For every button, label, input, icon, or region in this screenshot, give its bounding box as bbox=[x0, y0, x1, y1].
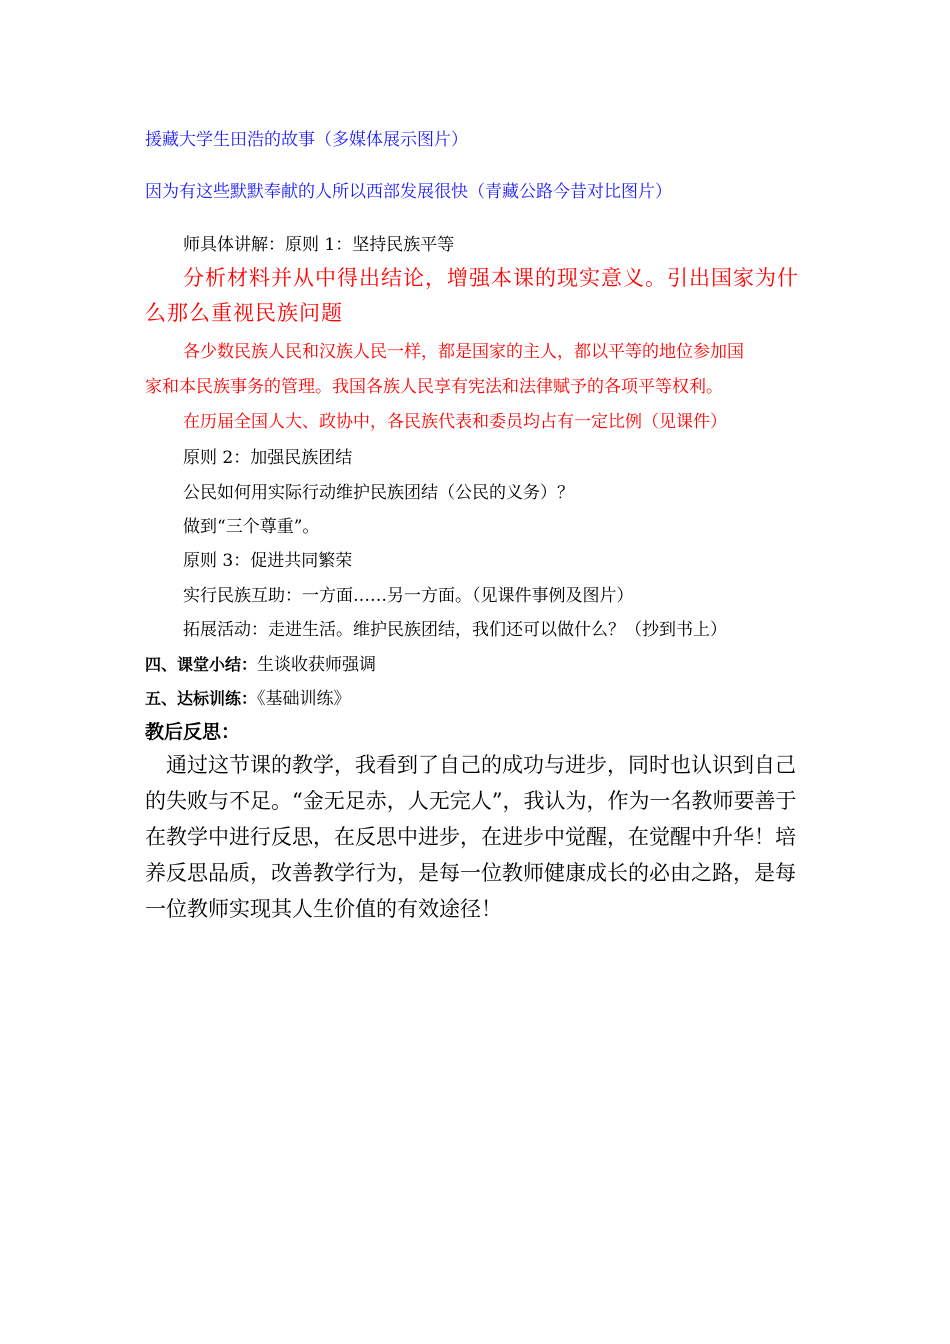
training-text: 《基础训练》 bbox=[257, 689, 351, 709]
three-respects: 做到“三个尊重”。 bbox=[183, 517, 320, 537]
development-line: 因为有这些默默奉献的人所以西部发展很快（青藏公路今昔对比图片） bbox=[145, 182, 672, 202]
summary-text: 生谈收获师强调 bbox=[257, 655, 377, 675]
reflection-body bbox=[145, 747, 810, 927]
mutual-aid: 实行民族互助：一方面……另一方面。（见课件事例及图片） bbox=[183, 586, 634, 606]
training-section bbox=[145, 684, 351, 709]
equality-line-2: 家和本民族事务的管理。我国各族人民享有宪法和法律赋予的各项平等权利。 bbox=[145, 377, 723, 397]
principle-3: 原则 3：促进共同繁荣 bbox=[183, 551, 353, 571]
analysis-line-1: 分析材料并从中得出结论，增强本课的现实意义。引出国家为什 bbox=[183, 266, 799, 290]
reflection-paragraph: 通过这节课的教学，我看到了自己的成功与进步，同时也认识到自己的失败与不足。“金无足赤，人无完人”，我认为，作为一名教师要善于在教学中进行反思，在反思中进步，在进步中觉醒，在觉醒中升华！培养反思品质，改善教学行为，是每一位教师健康成长的必由之路，是每一位教师实现其人生价值的有效途径！ bbox=[145, 753, 797, 921]
extension-activity: 拓展活动：走进生活。维护民族团结，我们还可以做什么？（抄到书上） bbox=[183, 620, 727, 640]
unity-question: 公民如何用实际行动维护民族团结（公民的义务）？ bbox=[183, 483, 574, 503]
equality-line-1: 各少数民族人民和汉族人民一样，都是国家的主人，都以平等的地位参加国 bbox=[183, 342, 744, 362]
principle-2: 原则 2：加强民族团结 bbox=[183, 448, 353, 468]
story-line: 援藏大学生田浩的故事（多媒体展示图片） bbox=[145, 130, 468, 150]
ratio-line: 在历届全国人大、政协中，各民族代表和委员均占有一定比例（见课件） bbox=[183, 412, 727, 432]
summary-label: 四、课堂小结： bbox=[145, 655, 258, 674]
principle-1: 师具体讲解：原则 1：坚持民族平等 bbox=[183, 235, 455, 255]
summary-section bbox=[145, 650, 376, 675]
reflection-title: 教后反思： bbox=[145, 721, 241, 743]
analysis-line-2: 么那么重视民族问题 bbox=[145, 301, 343, 325]
training-label: 五、达标训练： bbox=[145, 689, 258, 708]
